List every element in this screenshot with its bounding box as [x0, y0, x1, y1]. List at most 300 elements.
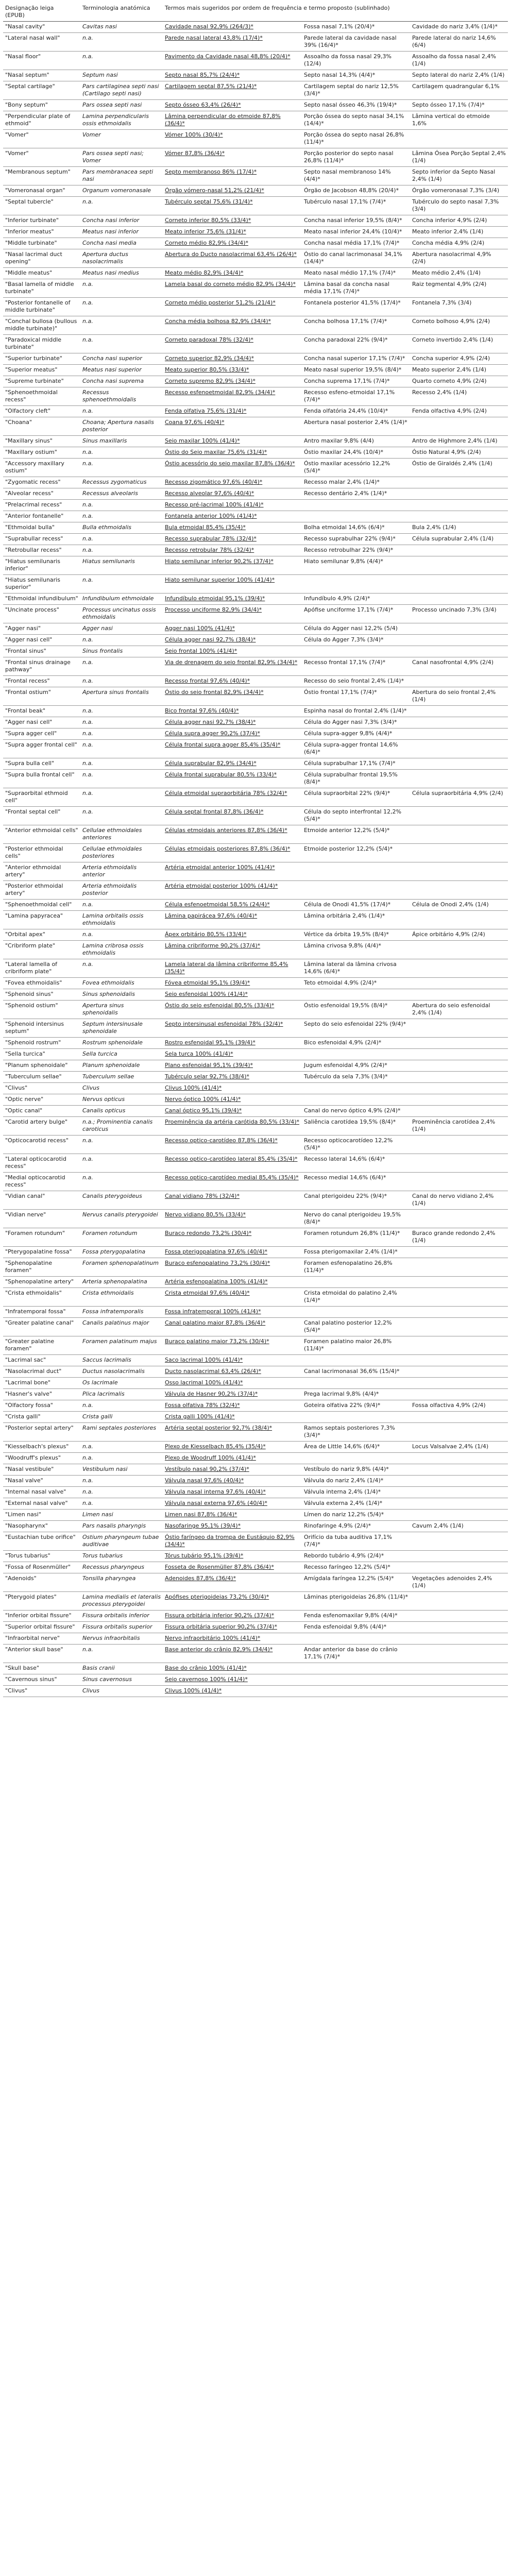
lay-term-cell: "Hiatus semilunaris inferior"	[3, 556, 80, 575]
lay-term-cell: "Lateral lamella of cribriform plate"	[3, 959, 80, 978]
third-suggestion-cell	[410, 959, 508, 978]
lay-term-cell: "Anterior skull base"	[3, 1645, 80, 1663]
third-suggestion-cell: Bula 2,4% (1/4)	[410, 522, 508, 534]
second-suggestion-cell	[302, 862, 410, 881]
second-suggestion-cell	[302, 1277, 410, 1288]
lay-term-cell: "Limen nasi"	[3, 1510, 80, 1521]
table-row	[3, 911, 508, 929]
anatomical-term-cell: n.a.	[80, 575, 163, 594]
anatomical-term-cell: Fossa pterygopalatina	[80, 1247, 163, 1258]
second-suggestion-cell: Recesso suprabulhar 22% (9/4)*	[302, 534, 410, 545]
third-suggestion-cell	[410, 807, 508, 825]
lay-term-cell: "Sella turcica"	[3, 1049, 80, 1060]
anatomical-term-cell: n.a.	[80, 279, 163, 298]
second-suggestion-cell: Porção posterior do septo nasal 26,8% (11/4)*	[302, 148, 410, 167]
first-suggestion-cell: Plexo de Woodruff 100% (41/4)*	[163, 1453, 302, 1464]
table-row	[3, 687, 508, 706]
third-suggestion-cell	[410, 1686, 508, 1697]
anatomical-term-cell: Crista ethmoidalis	[80, 1288, 163, 1307]
second-suggestion-cell: Fontanela posterior 41,5% (17/4)*	[302, 298, 410, 316]
first-suggestion-cell: Artéria septal posterior 92,7% (38/4)*	[163, 1423, 302, 1442]
third-suggestion-cell: Antro de Highmore 2,4% (1/4)	[410, 436, 508, 447]
lay-term-cell: "Superior turbinate"	[3, 353, 80, 365]
table-row	[3, 459, 508, 477]
table-row	[3, 605, 508, 623]
first-suggestion-cell: Proeminência da artéria carótida 80,5% (33/4)*	[163, 1117, 302, 1136]
first-suggestion-cell: Hiato semilunar inferior 90,2% (37/4)*	[163, 556, 302, 575]
third-suggestion-cell	[410, 1136, 508, 1154]
second-suggestion-cell: Recesso esfeno-etmoidal 17,1% (7/4)*	[302, 387, 410, 406]
anatomical-term-cell: Planum sphenoidale	[80, 1060, 163, 1072]
second-suggestion-cell: Rebordo tubário 4,9% (2/4)*	[302, 1551, 410, 1562]
lay-term-cell: "Infratemporal fossa"	[3, 1307, 80, 1318]
table-row	[3, 1038, 508, 1049]
lay-term-cell: "Frontal septal cell"	[3, 807, 80, 825]
first-suggestion-cell: Óstio do Seio maxilar 75,6% (31/4)*	[163, 447, 302, 459]
table-row	[3, 1049, 508, 1060]
second-suggestion-cell: Recesso faríngeo 12,2% (5/4)*	[302, 1562, 410, 1573]
anatomical-term-cell: n.a.	[80, 1453, 163, 1464]
second-suggestion-cell: Límen do nariz 12,2% (5/4)*	[302, 1510, 410, 1521]
first-suggestion-cell: Apófises pterigoideias 73,2% (30/4)*	[163, 1592, 302, 1611]
table-row	[3, 881, 508, 900]
first-suggestion-cell: Recesso pré-lacrimal 100% (41/4)*	[163, 500, 302, 511]
table-row	[3, 740, 508, 758]
table-row	[3, 1532, 508, 1551]
first-suggestion-cell: Fossa olfativa 78% (32/4)*	[163, 1400, 302, 1412]
lay-term-cell: "Nasolacrimal duct"	[3, 1366, 80, 1378]
table-row	[3, 1136, 508, 1154]
third-suggestion-cell: Recesso 2,4% (1/4)	[410, 387, 508, 406]
anatomical-term-cell: Septum intersinusale sphenoidale	[80, 1019, 163, 1038]
first-suggestion-cell: Lâmina cribriforme 90,2% (37/4)*	[163, 941, 302, 959]
lay-term-cell: "Frontal recess"	[3, 676, 80, 687]
second-suggestion-cell: Célula do Agger nasi 7,3% (3/4)*	[302, 717, 410, 728]
first-suggestion-cell: Vestíbulo nasal 90,2% (37/4)*	[163, 1464, 302, 1476]
table-row	[3, 316, 508, 335]
lay-term-cell: "Planum sphenoidale"	[3, 1060, 80, 1072]
table-row	[3, 1453, 508, 1464]
lay-term-cell: "Nasal cavity"	[3, 22, 80, 33]
anatomical-term-cell: Crista galli	[80, 1412, 163, 1423]
anatomical-term-cell: n.a.	[80, 52, 163, 70]
second-suggestion-cell	[302, 500, 410, 511]
third-suggestion-cell	[410, 1258, 508, 1277]
anatomical-term-cell: Limen nasi	[80, 1510, 163, 1521]
third-suggestion-cell	[410, 978, 508, 989]
lay-term-cell: "Pterygoid plates"	[3, 1592, 80, 1611]
lay-term-cell: "Adenoids"	[3, 1573, 80, 1592]
second-suggestion-cell: Infundíbulo 4,9% (2/4)*	[302, 594, 410, 605]
lay-term-cell: "Posterior fontanelle of middle turbinate"	[3, 298, 80, 316]
first-suggestion-cell: Lâmina perpendicular do etmoide 87,8% (36/4)*	[163, 111, 302, 130]
lay-term-cell: "Posterior ethmoidal cells"	[3, 844, 80, 862]
first-suggestion-cell: Base anterior do crânio 82,9% (34/4)*	[163, 1645, 302, 1663]
anatomical-term-cell: Tonsilla pharyngea	[80, 1573, 163, 1592]
lay-term-cell: "Perpendicular plate of ethmoid"	[3, 111, 80, 130]
first-suggestion-cell: Seio esfenoidal 100% (41/4)*	[163, 989, 302, 1001]
second-suggestion-cell: Célula do Agger nasi 12,2% (5/4)	[302, 623, 410, 635]
third-suggestion-cell	[410, 1083, 508, 1094]
table-row	[3, 623, 508, 635]
first-suggestion-cell: Fissura orbitária inferior 90,2% (37/4)*	[163, 1611, 302, 1622]
third-suggestion-cell: Canal do nervo vidiano 2,4% (1/4)	[410, 1191, 508, 1210]
anatomical-term-cell: Sinus frontalis	[80, 646, 163, 657]
anatomical-term-cell: n.a.; Prominentia canalis caroticus	[80, 1117, 163, 1136]
table-row	[3, 1117, 508, 1136]
table-row	[3, 1592, 508, 1611]
first-suggestion-cell: Tórus tubário 95,1% (39/4)*	[163, 1551, 302, 1562]
table-row	[3, 238, 508, 249]
table-row	[3, 788, 508, 807]
lay-term-cell: "Lacrimal sac"	[3, 1355, 80, 1366]
first-suggestion-cell: Plexo de Kiesselbach 85,4% (35/4)*	[163, 1442, 302, 1453]
lay-term-cell: "Greater palatine canal"	[3, 1318, 80, 1336]
anatomical-term-cell: Bulla ethmoidalis	[80, 522, 163, 534]
first-suggestion-cell: Fossa pterigopalatina 97,6% (40/4)*	[163, 1247, 302, 1258]
third-suggestion-cell	[410, 1355, 508, 1366]
anatomical-term-cell: n.a.	[80, 728, 163, 740]
second-suggestion-cell: Recesso frontal 17,1% (7/4)*	[302, 657, 410, 676]
first-suggestion-cell: Recesso esfenoetmoidal 82,9% (34/4)*	[163, 387, 302, 406]
first-suggestion-cell: Bico frontal 97,6% (40/4)*	[163, 706, 302, 717]
first-suggestion-cell: Osso lacrimal 100% (41/4)*	[163, 1378, 302, 1389]
second-suggestion-cell: Concha nasal inferior 19,5% (8/4)*	[302, 215, 410, 227]
table-row	[3, 1228, 508, 1247]
lay-term-cell: "Ethmoidal infundibulum"	[3, 594, 80, 605]
second-suggestion-cell: Lâminas pterigoideias 26,8% (11/4)*	[302, 1592, 410, 1611]
table-row	[3, 1083, 508, 1094]
first-suggestion-cell: Ápex orbitário 80,5% (33/4)*	[163, 929, 302, 941]
anatomical-term-cell: Choana; Apertura nasalis posterior	[80, 417, 163, 436]
anatomical-term-cell: Vestibulum nasi	[80, 1464, 163, 1476]
anatomical-term-cell: Processus uncinatus ossis ethmoidalis	[80, 605, 163, 623]
second-suggestion-cell: Septo nasal membranoso 14% (4/4)*	[302, 167, 410, 185]
anatomical-term-cell: n.a.	[80, 706, 163, 717]
table-row	[3, 575, 508, 594]
second-suggestion-cell: Concha paradoxal 22% (9/4)*	[302, 335, 410, 353]
first-suggestion-cell: Infundíbulo etmoidal 95,1% (39/4)*	[163, 594, 302, 605]
third-suggestion-cell	[410, 825, 508, 844]
table-row	[3, 1210, 508, 1228]
lay-term-cell: "Superior orbital fissure"	[3, 1622, 80, 1633]
second-suggestion-cell: Célula supra-agger frontal 14,6% (6/4)*	[302, 740, 410, 758]
lay-term-cell: "Bony septum"	[3, 100, 80, 111]
lay-term-cell: "Frontal sinus drainage pathway"	[3, 657, 80, 676]
third-suggestion-cell	[410, 1277, 508, 1288]
first-suggestion-cell: Célula septal frontal 87,8% (36/4)*	[163, 807, 302, 825]
table-row	[3, 52, 508, 70]
table-row	[3, 959, 508, 978]
second-suggestion-cell: Recesso lateral 14,6% (6/4)*	[302, 1154, 410, 1173]
third-suggestion-cell: Corneto bolhoso 4,9% (2/4)	[410, 316, 508, 335]
first-suggestion-cell: Célula esfenoetmoidal 58,5% (24/4)*	[163, 900, 302, 911]
first-suggestion-cell: Agger nasi 100% (41/4)*	[163, 623, 302, 635]
anatomical-term-cell: Meatus nasi superior	[80, 365, 163, 376]
third-suggestion-cell: Célula de Onodi 2,4% (1/4)	[410, 900, 508, 911]
anatomical-term-cell: Concha nasi media	[80, 238, 163, 249]
anatomical-term-cell: n.a.	[80, 406, 163, 417]
third-suggestion-cell: Órgão vomeronasal 7,3% (3/4)	[410, 185, 508, 197]
first-suggestion-cell: Pavimento da Cavidade nasal 48,8% (20/4)*	[163, 52, 302, 70]
lay-term-cell: "Internal nasal valve"	[3, 1487, 80, 1498]
third-suggestion-cell	[410, 1072, 508, 1083]
lay-term-cell: "Anterior fontanelle"	[3, 511, 80, 522]
anatomical-term-cell: Cavitas nasi	[80, 22, 163, 33]
lay-term-cell: "Skull base"	[3, 1663, 80, 1674]
anatomical-term-cell: n.a.	[80, 500, 163, 511]
table-header	[3, 3, 508, 22]
table-row	[3, 111, 508, 130]
third-suggestion-cell	[410, 758, 508, 770]
first-suggestion-cell: Saco lacrimal 100% (41/4)*	[163, 1355, 302, 1366]
lay-term-cell: "Torus tubarius"	[3, 1551, 80, 1562]
third-suggestion-cell: Óstio Natural 4,9% (2/4)	[410, 447, 508, 459]
first-suggestion-cell: Célula supra agger 90,2% (37/4)*	[163, 728, 302, 740]
table-row	[3, 1423, 508, 1442]
first-suggestion-cell: Válvula de Hasner 90,2% (37/4)*	[163, 1389, 302, 1400]
lay-term-cell: "Infraorbital nerve"	[3, 1633, 80, 1645]
table-row	[3, 1645, 508, 1663]
second-suggestion-cell: Canal do nervo óptico 4,9% (2/4)*	[302, 1106, 410, 1117]
first-suggestion-cell: Meato superior 80,5% (33/4)*	[163, 365, 302, 376]
third-suggestion-cell	[410, 1487, 508, 1498]
second-suggestion-cell: Recesso malar 2,4% (1/4)*	[302, 477, 410, 488]
anatomical-term-cell: Nervus canalis pterygoidei	[80, 1210, 163, 1228]
third-suggestion-cell	[410, 1307, 508, 1318]
anatomical-term-cell: Canalis palatinus major	[80, 1318, 163, 1336]
table-row	[3, 941, 508, 959]
third-suggestion-cell	[410, 1173, 508, 1191]
table-row	[3, 387, 508, 406]
lay-term-cell: "Cribriform plate"	[3, 941, 80, 959]
second-suggestion-cell: Célula suprabulhar 17,1% (7/4)*	[302, 758, 410, 770]
third-suggestion-cell	[410, 1378, 508, 1389]
anatomical-term-cell: Arteria sphenopalatina	[80, 1277, 163, 1288]
anatomical-term-cell: Nervus opticus	[80, 1094, 163, 1106]
lay-term-cell: "Olfactory fossa"	[3, 1400, 80, 1412]
third-suggestion-cell	[410, 1106, 508, 1117]
second-suggestion-cell: Célula supraorbital 22% (9/4)*	[302, 788, 410, 807]
third-suggestion-cell: Abertura do seio frontal 2,4% (1/4)	[410, 687, 508, 706]
lay-term-cell: "Kiesselbach's plexus"	[3, 1442, 80, 1453]
table-row	[3, 1247, 508, 1258]
anatomical-term-cell: n.a.	[80, 1645, 163, 1663]
second-suggestion-cell: Meato nasal superior 19,5% (8/4)*	[302, 365, 410, 376]
third-suggestion-cell: Célula suprabular 2,4% (1/4)	[410, 534, 508, 545]
first-suggestion-cell: Fosseta de Rosenmüller 87,8% (36/4)*	[163, 1562, 302, 1573]
lay-term-cell: "Frontal ostium"	[3, 687, 80, 706]
first-suggestion-cell: Óstio acessório do seio maxilar 87,8% (36/4)*	[163, 459, 302, 477]
anatomical-term-cell: n.a.	[80, 459, 163, 477]
second-suggestion-cell: Lâmina orbitária 2,4% (1/4)*	[302, 911, 410, 929]
anatomical-term-cell: Pars cartilaginea septi nasi (Cartilago septi nasi)	[80, 81, 163, 100]
third-suggestion-cell: Parede lateral do nariz 14,6% (6/4)	[410, 33, 508, 52]
first-suggestion-cell: Recesso retrobular 78% (32/4)*	[163, 545, 302, 556]
anatomical-term-cell: Recessus zygomaticus	[80, 477, 163, 488]
third-suggestion-cell	[410, 1611, 508, 1622]
table-row	[3, 646, 508, 657]
second-suggestion-cell: Célula de Onodi 41,5% (17/4)*	[302, 900, 410, 911]
first-suggestion-cell: Artéria etmoidal anterior 100% (41/4)*	[163, 862, 302, 881]
anatomical-term-cell: Os lacrimale	[80, 1378, 163, 1389]
second-suggestion-cell: Fenda olfatória 24,4% (10/4)*	[302, 406, 410, 417]
first-suggestion-cell: Sela turca 100% (41/4)*	[163, 1049, 302, 1060]
lay-term-cell: "Sphenoethmoidal recess"	[3, 387, 80, 406]
anatomical-term-cell: Concha nasi inferior	[80, 215, 163, 227]
first-suggestion-cell: Meato médio 82,9% (34/4)*	[163, 268, 302, 279]
anatomical-term-cell: Sinus cavernosus	[80, 1674, 163, 1686]
table-row	[3, 1072, 508, 1083]
anatomical-term-cell: Organum vomeronasale	[80, 185, 163, 197]
lay-term-cell: "Sphenopalatine foramen"	[3, 1258, 80, 1277]
lay-term-cell: "Supra bulla cell"	[3, 758, 80, 770]
first-suggestion-cell: Recesso optico-carotídeo 87,8% (36/4)*	[163, 1136, 302, 1154]
anatomical-term-cell: n.a.	[80, 534, 163, 545]
second-suggestion-cell: Canal palatino posterior 12,2% (5/4)*	[302, 1318, 410, 1336]
second-suggestion-cell: Tubérculo nasal 17,1% (7/4)*	[302, 197, 410, 215]
first-suggestion-cell: Cavidade nasal 92,9% (264/3)*	[163, 22, 302, 33]
first-suggestion-cell: Canal óptico 95,1% (39/4)*	[163, 1106, 302, 1117]
third-suggestion-cell: Ápice orbitário 4,9% (2/4)	[410, 929, 508, 941]
table-row	[3, 844, 508, 862]
third-suggestion-cell	[410, 1154, 508, 1173]
third-suggestion-cell: Vegetações adenoides 2,4% (1/4)	[410, 1573, 508, 1592]
second-suggestion-cell: Lâmina crivosa 9,8% (4/4)*	[302, 941, 410, 959]
third-suggestion-cell: Buraco grande redondo 2,4% (1/4)	[410, 1228, 508, 1247]
second-suggestion-cell: Apófise unciforme 17,1% (7/4)*	[302, 605, 410, 623]
third-suggestion-cell: Proeminência carotídea 2,4% (1/4)	[410, 1117, 508, 1136]
anatomical-term-cell: n.a.	[80, 635, 163, 646]
third-suggestion-cell: Óstio de Giraldés 2,4% (1/4)	[410, 459, 508, 477]
third-suggestion-cell: Septo ósseo 17,1% (7/4)*	[410, 100, 508, 111]
header-row	[3, 3, 508, 22]
second-suggestion-cell: Orifício da tuba auditiva 17,1% (7/4)*	[302, 1532, 410, 1551]
table-row	[3, 488, 508, 500]
third-suggestion-cell	[410, 770, 508, 788]
table-row	[3, 130, 508, 148]
table-row	[3, 227, 508, 238]
third-suggestion-cell: Meato médio 2,4% (1/4)	[410, 268, 508, 279]
third-suggestion-cell: Concha superior 4,9% (2/4)	[410, 353, 508, 365]
anatomical-term-cell: Fossa infratemporalis	[80, 1307, 163, 1318]
first-suggestion-cell: Recesso optico-carotídeo lateral 85,4% (35/4)*	[163, 1154, 302, 1173]
lay-term-cell: "Sphenoid sinus"	[3, 989, 80, 1001]
anatomical-term-cell: n.a.	[80, 335, 163, 353]
anatomical-term-cell: Pars membranacea septi nasi	[80, 167, 163, 185]
anatomical-term-cell: Recessus alveolaris	[80, 488, 163, 500]
first-suggestion-cell: Célula frontal supra agger 85,4% (35/4)*	[163, 740, 302, 758]
anatomical-term-cell: Apertura ductus nasolacrimalis	[80, 249, 163, 268]
second-suggestion-cell	[302, 646, 410, 657]
second-suggestion-cell: Fossa nasal 7,1% (20/4)*	[302, 22, 410, 33]
anatomical-term-cell: Nervus infraorbitalis	[80, 1633, 163, 1645]
table-row	[3, 1318, 508, 1336]
table-row	[3, 900, 508, 911]
second-suggestion-cell: Foramen esfenopalatino 26,8% (11/4)*	[302, 1258, 410, 1277]
third-suggestion-cell	[410, 862, 508, 881]
second-suggestion-cell: Canal lacrimonasal 36,6% (15/4)*	[302, 1366, 410, 1378]
anatomical-term-cell: n.a.	[80, 447, 163, 459]
table-row	[3, 862, 508, 881]
anatomical-term-cell: Tuberculum sellae	[80, 1072, 163, 1083]
table-row	[3, 436, 508, 447]
table-row	[3, 534, 508, 545]
first-suggestion-cell: Base do crânio 100% (41/4)*	[163, 1663, 302, 1674]
third-suggestion-cell: Abertura nasolacrimal 4,9% (2/4)	[410, 249, 508, 268]
first-suggestion-cell: Seio frontal 100% (41/4)*	[163, 646, 302, 657]
anatomical-term-cell: Lamina medialis et lateralis processus pterygoidei	[80, 1592, 163, 1611]
anatomical-term-cell: n.a.	[80, 1476, 163, 1487]
second-suggestion-cell: Septo nasal 14,3% (4/4)*	[302, 70, 410, 81]
anatomical-term-cell: Arteria ethmoidalis posterior	[80, 881, 163, 900]
third-suggestion-cell: Concha inferior 4,9% (2/4)	[410, 215, 508, 227]
lay-term-cell: "External nasal valve"	[3, 1498, 80, 1510]
lay-term-cell: "Zygomatic recess"	[3, 477, 80, 488]
third-suggestion-cell	[410, 1645, 508, 1663]
table-row	[3, 1288, 508, 1307]
lay-term-cell: "Inferior turbinate"	[3, 215, 80, 227]
second-suggestion-cell: Vértice da órbita 19,5% (8/4)*	[302, 929, 410, 941]
first-suggestion-cell: Lamela lateral da lâmina cribriforme 85,4% (35/4)*	[163, 959, 302, 978]
anatomical-term-cell: Infundibulum ethmoidale	[80, 594, 163, 605]
first-suggestion-cell: Parede nasal lateral 43,8% (17/4)*	[163, 33, 302, 52]
table-row	[3, 1173, 508, 1191]
lay-term-cell: "Nasal floor"	[3, 52, 80, 70]
second-suggestion-cell: Célula do Agger 7,3% (3/4)*	[302, 635, 410, 646]
third-suggestion-cell	[410, 1060, 508, 1072]
anatomical-term-cell: Foramen palatinum majus	[80, 1336, 163, 1355]
first-suggestion-cell: Lamela basal do corneto médio 82,9% (34/4)*	[163, 279, 302, 298]
anatomical-term-cell: n.a.	[80, 959, 163, 978]
anatomical-term-cell: n.a.	[80, 717, 163, 728]
first-suggestion-cell: Corneto supremo 82,9% (34/4)*	[163, 376, 302, 387]
table-row	[3, 807, 508, 825]
lay-term-cell: "Alveolar recess"	[3, 488, 80, 500]
table-row	[3, 545, 508, 556]
second-suggestion-cell: Amígdala faríngea 12,2% (5/4)*	[302, 1573, 410, 1592]
first-suggestion-cell: Artéria esfenopalatina 100% (41/4)*	[163, 1277, 302, 1288]
table-row	[3, 594, 508, 605]
second-suggestion-cell	[302, 1083, 410, 1094]
second-suggestion-cell: Concha bolhosa 17,1% (7/4)*	[302, 316, 410, 335]
table-row	[3, 33, 508, 52]
first-suggestion-cell: Bula etmoidal 85,4% (35/4)*	[163, 522, 302, 534]
second-suggestion-cell: Foramen rotundum 26,8% (11/4)*	[302, 1228, 410, 1247]
anatomical-term-cell: Foramen sphenopalatinum	[80, 1258, 163, 1277]
third-suggestion-cell: Cavidade do nariz 3,4% (1/4)*	[410, 22, 508, 33]
table-row	[3, 657, 508, 676]
second-suggestion-cell: Fenda esfenoidal 9,8% (4/4)*	[302, 1622, 410, 1633]
third-suggestion-cell: Cartilagem quadrangular 6,1%	[410, 81, 508, 100]
third-suggestion-cell: Concha média 4,9% (2/4)	[410, 238, 508, 249]
third-suggestion-cell: Assoalho da fossa nasal 2,4% (1/4)	[410, 52, 508, 70]
first-suggestion-cell: Lâmina papirácea 97,6% (40/4)*	[163, 911, 302, 929]
first-suggestion-cell: Célula agger nasi 92,7% (38/4)*	[163, 717, 302, 728]
first-suggestion-cell: Nasofaringe 95,1% (39/4)*	[163, 1521, 302, 1532]
third-suggestion-cell	[410, 740, 508, 758]
second-suggestion-cell	[302, 575, 410, 594]
second-suggestion-cell	[302, 1453, 410, 1464]
first-suggestion-cell: Óstio do seio esfenoidal 80,5% (33/4)*	[163, 1001, 302, 1019]
anatomical-term-cell: Apertura sinus frontalis	[80, 687, 163, 706]
lay-term-cell: "Supra bulla frontal cell"	[3, 770, 80, 788]
lay-term-cell: "Sphenoid intersinus septum"	[3, 1019, 80, 1038]
anatomical-term-cell: Recessus pharyngeus	[80, 1562, 163, 1573]
anatomical-term-cell: Sinus maxillaris	[80, 436, 163, 447]
second-suggestion-cell: Válvula interna 2,4% (1/4)*	[302, 1487, 410, 1498]
third-suggestion-cell	[410, 1674, 508, 1686]
